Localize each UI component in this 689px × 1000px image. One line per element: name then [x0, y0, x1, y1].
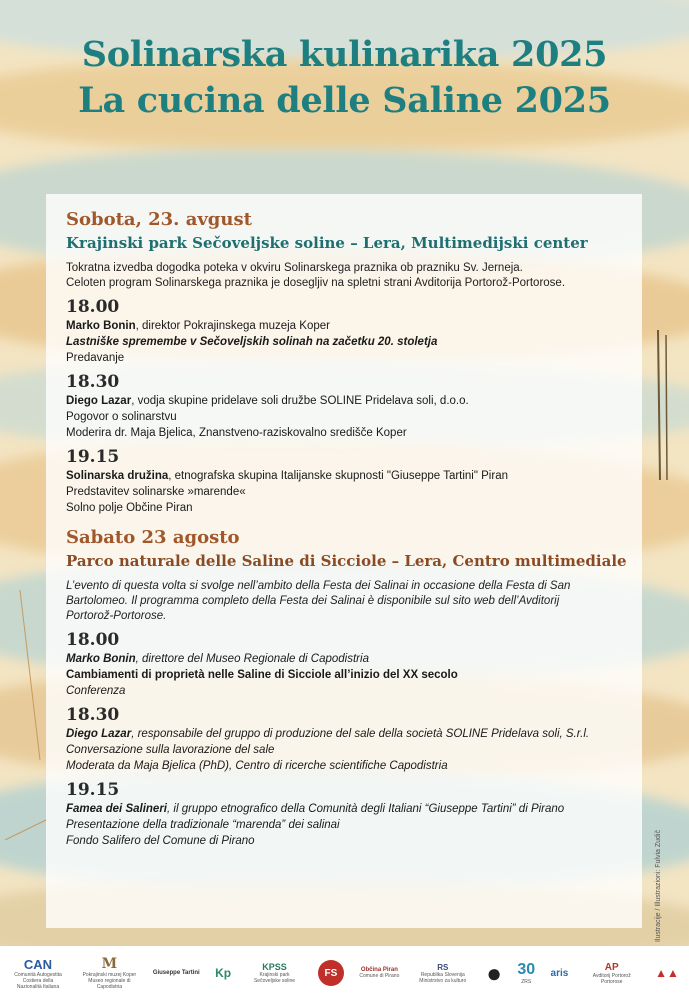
event-type: Conferenza — [66, 685, 126, 697]
logo-text: Comune di Pirano — [359, 973, 400, 979]
logo-text: Pokrajinski muzej Koper Museo regionale di Capodistria — [82, 972, 137, 990]
logo-mark: RS — [437, 962, 449, 972]
event-time: 18.30 — [66, 705, 120, 725]
logo-ministry — [415, 955, 471, 991]
logo-text: Krajinski park Sečoveljske soline — [253, 972, 296, 984]
logo-text: Avditorij Portorož Portorose — [592, 972, 631, 985]
poster-titles — [0, 32, 689, 124]
event-it-1915 — [66, 780, 630, 849]
event-time: 18.00 — [66, 297, 120, 317]
speaker-role: , direktor Pokrajinskega muzeja Koper — [135, 320, 330, 332]
logo-mark: ● — [486, 957, 502, 988]
logo-piran — [359, 955, 399, 991]
speaker-role: , responsabile del gruppo di produzione del sale della società SOLINE Pridelava soli, S.r.l. — [131, 728, 590, 740]
day-heading-sl: Sobota, 23. avgust — [66, 209, 252, 230]
speaker-name: Solinarska družina — [66, 470, 169, 482]
logo-kp — [215, 955, 231, 991]
logo-mark: FS — [318, 960, 344, 986]
logo-tartini — [153, 955, 200, 991]
speaker-role: , etnografska skupina Italijanske skupnosti "Giuseppe Tartini" Piran — [168, 470, 508, 482]
speaker-name: Diego Lazar — [66, 395, 132, 407]
logo-mark: KPSS — [262, 962, 287, 972]
logo-kpss — [247, 955, 303, 991]
intro-it-line: L’evento di questa volta si svolge nell’ambito della Festa dei Salinai in occasione della Festa di San — [66, 580, 571, 592]
speaker-name: Diego Lazar — [66, 728, 132, 740]
logo-mark: M — [101, 956, 118, 972]
event-time: 18.00 — [66, 630, 120, 650]
title-italian: La cucina delle Saline 2025 — [78, 80, 611, 121]
logo-mark: aris — [550, 967, 569, 979]
event-location: Fondo Salifero del Comune di Pirano — [66, 835, 255, 847]
event-topic: Lastniške spremembe v Sečoveljskih solinah na začetku 20. stoletja — [66, 336, 438, 348]
illustration-credit: Ilustracije / Illustrazioni: Fulvia Zudič — [655, 830, 662, 943]
intro-sl-line: Tokratna izvedba dogodka poteka v okviru Solinarskega praznika ob prazniku Sv. Jerneja. — [66, 262, 523, 274]
logo-mark: Giuseppe Tartini — [152, 970, 200, 976]
event-moderator: Moderira dr. Maja Bjelica, Znanstveno-raziskovalno središče Koper — [66, 427, 407, 439]
logo-mark: Občina Piran — [360, 967, 398, 973]
intro-it-line: Portorož-Portorose. — [66, 610, 167, 622]
intro-sl-line: Celoten program Solinarskega praznika je dosegljiv na spletni strani Avditorija Portorož-Portorose. — [66, 277, 566, 289]
logo-text: Comunità Autogestita Costiera della Nazionalità Italiana — [14, 971, 62, 990]
event-sl-1915 — [66, 447, 630, 516]
logo-round-seal — [486, 955, 502, 991]
event-time: 19.15 — [66, 780, 120, 800]
logo-mark: CAN — [23, 956, 53, 972]
intro-sl — [66, 261, 630, 291]
event-topic: Cambiamenti di proprietà nelle Saline di Sicciole all’inizio del XX secolo — [66, 669, 458, 681]
program-panel — [46, 194, 642, 928]
speaker-role: , direttore del Museo Regionale di Capodistria — [135, 653, 369, 665]
logo-can — [10, 955, 66, 991]
logo-mark: Kp — [215, 966, 232, 980]
logo-mark: 30 — [517, 961, 536, 978]
intro-it — [66, 579, 630, 624]
event-location: Solno polje Občine Piran — [66, 502, 193, 514]
logo-mark: ▲▲ — [655, 966, 679, 980]
event-sl-1800 — [66, 297, 630, 366]
event-topic: Pogovor o solinarstvu — [66, 411, 177, 423]
speaker-name: Famea dei Salineri — [66, 803, 167, 815]
speaker-role: , vodja skupine pridelave soli družbe SOLINE Pridelava soli, d.o.o. — [131, 395, 469, 407]
sponsor-logo-strip — [0, 946, 689, 1000]
logo-avditorij — [584, 955, 640, 991]
event-topic: Predstavitev solinarske »marende« — [66, 486, 246, 498]
event-type: Predavanje — [66, 352, 125, 364]
day-heading-it: Sabato 23 agosto — [66, 527, 240, 548]
speaker-role: , il gruppo etnografico della Comunità degli Italiani “Giuseppe Tartini” di Pirano — [167, 803, 565, 815]
speaker-name: Marko Bonin — [66, 653, 136, 665]
venue-sl: Krajinski park Sečoveljske soline – Lera, Multimedijski center — [66, 234, 588, 252]
logo-museum — [81, 955, 137, 991]
event-it-1830 — [66, 705, 630, 774]
event-time: 18.30 — [66, 372, 120, 392]
venue-it: Parco naturale delle Saline di Sicciole – Lera, Centro multimediale — [66, 552, 627, 570]
logo-zrs — [517, 955, 535, 991]
event-topic: Presentazione della tradizionale “marenda” dei salinai — [66, 819, 340, 831]
logo-aris — [551, 955, 569, 991]
event-topic: Conversazione sulla lavorazione del sale — [66, 744, 275, 756]
logo-mark: AP — [604, 961, 619, 973]
event-time: 19.15 — [66, 447, 120, 467]
logo-flags — [655, 955, 679, 991]
event-it-1800 — [66, 630, 630, 699]
event-moderator: Moderata da Maja Bjelica (PhD), Centro di ricerche scientifiche Capodistria — [66, 760, 448, 772]
event-sl-1830 — [66, 372, 630, 441]
title-slovenian: Solinarska kulinarika 2025 — [81, 34, 608, 75]
logo-text: ZRS — [521, 979, 532, 985]
speaker-name: Marko Bonin — [66, 320, 136, 332]
logo-text: Republika Slovenija Ministrstvo za kulturo — [419, 971, 467, 984]
intro-it-line: Bartolomeo. Il programma completo della Festa dei Salinai è disponibile sul sito web dell’Avditorij — [66, 595, 560, 607]
logo-fs — [318, 955, 344, 991]
